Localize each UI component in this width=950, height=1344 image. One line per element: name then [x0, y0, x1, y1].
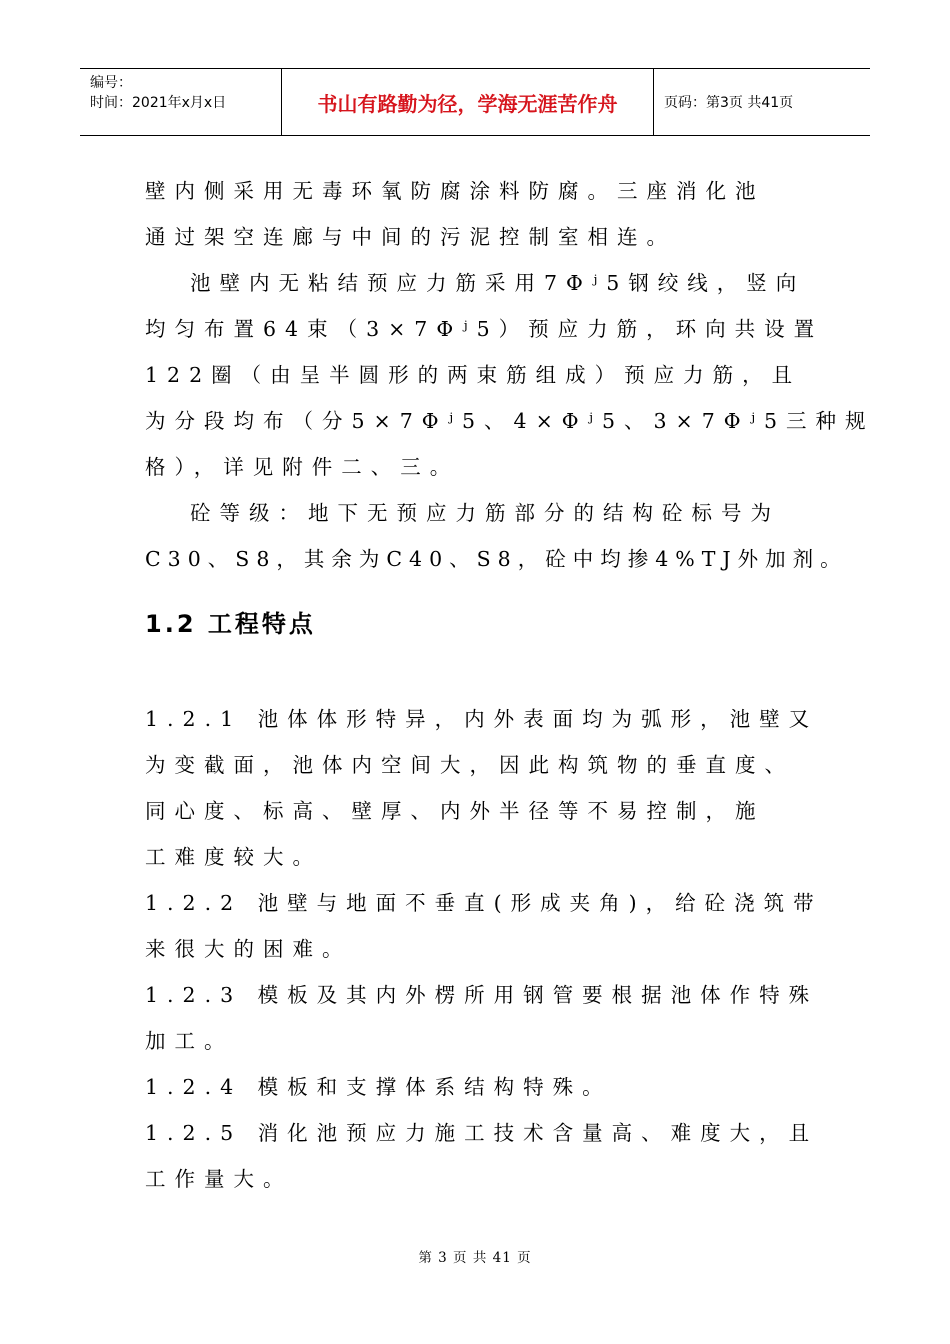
- header-motto: 书山有路勤为径，学海无涯苦作舟: [282, 69, 654, 135]
- section-line-10: 1.2.5 消化池预应力施工技术含量高、难度大，且: [145, 1121, 819, 1145]
- section-line-1: 1.2.1 池体体形特异，内外表面均为弧形，池壁又: [145, 707, 819, 731]
- section-line-4: 工难度较大。: [145, 845, 322, 869]
- section-line-11: 工作量大。: [145, 1167, 293, 1191]
- body-line-8: 砼等级：地下无预应力筋部分的结构砼标号为: [190, 501, 780, 525]
- document-time-label: 时间：2021年x月x日: [90, 95, 227, 111]
- body-line-4: 均匀布置64束（3×7Φʲ5）预应力筋，环向共设置: [145, 317, 824, 341]
- body-line-6: 为分段均布（分5×7Φʲ5、4×Φʲ5、3×7Φʲ5三种规: [145, 409, 875, 433]
- page-footer: 第 3 页 共 41 页: [418, 1250, 532, 1266]
- section-line-9: 1.2.4 模板和支撑体系结构特殊。: [145, 1075, 612, 1099]
- section-title: 1.2 工程特点: [145, 610, 316, 638]
- document-number-label: 编号：: [90, 75, 132, 91]
- section-line-8: 加工。: [145, 1029, 234, 1053]
- section-line-6: 来很大的困难。: [145, 937, 352, 961]
- section-line-5: 1.2.2 池壁与地面不垂直(形成夹角)，给砼浇筑带: [145, 891, 823, 915]
- body-line-2: 通过架空连廊与中间的污泥控制室相连。: [145, 225, 676, 249]
- page-header: [80, 68, 870, 136]
- section-line-2: 为变截面，池体内空间大，因此构筑物的垂直度、: [145, 753, 794, 777]
- header-meta: [80, 69, 282, 135]
- body-line-9: C30、S8，其余为C40、S8，砼中均掺4%TJ外加剂。: [145, 547, 848, 571]
- section-line-3: 同心度、标高、壁厚、内外半径等不易控制，施: [145, 799, 765, 823]
- body-line-5: 122圈（由呈半圆形的两束筋组成）预应力筋，且: [145, 363, 802, 387]
- body-line-1: 壁内侧采用无毒环氧防腐涂料防腐。三座消化池: [145, 179, 765, 203]
- body-line-3: 池壁内无粘结预应力筋采用7Φʲ5钢绞线，竖向: [190, 271, 806, 295]
- body-line-7: 格），详见附件二、三。: [145, 455, 460, 479]
- section-line-7: 1.2.3 模板及其内外楞所用钢管要根据池体作特殊: [145, 983, 819, 1007]
- header-page-info: 页码：第3页 共41页: [664, 95, 794, 111]
